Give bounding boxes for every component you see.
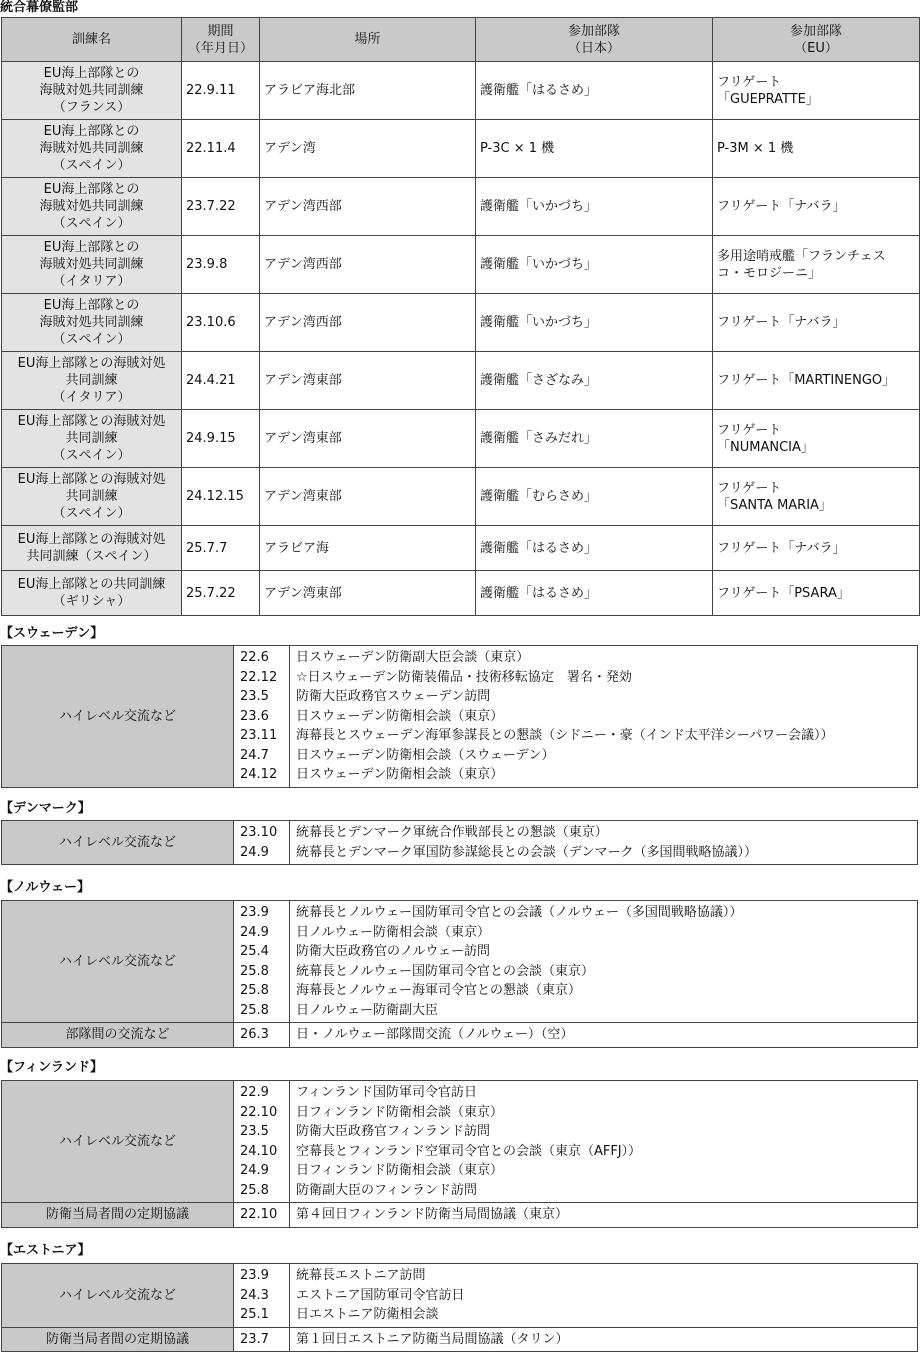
exchange-dates bbox=[234, 1327, 290, 1352]
country-exchange-table bbox=[1, 1263, 918, 1352]
training-place: アデン湾西部 bbox=[260, 294, 476, 352]
exchange-date: 25.8 bbox=[240, 1182, 269, 1198]
training-name: EU海上部隊との 海賊対処共同訓練 （スペイン） bbox=[2, 178, 182, 236]
table-row bbox=[2, 410, 920, 468]
training-japan-unit: 護衛艦「さみだれ」 bbox=[476, 410, 713, 468]
training-period: 24.12.15 bbox=[182, 468, 260, 526]
training-name: EU海上部隊との海賊対処 共同訓練 （スペイン） bbox=[2, 468, 182, 526]
exchange-group-row bbox=[2, 1081, 918, 1203]
training-place: アラビア海 bbox=[260, 526, 476, 571]
country-title: 【デンマーク】 bbox=[0, 801, 91, 816]
country-title: 【フィンランド】 bbox=[0, 1060, 103, 1075]
country-title: 【スウェーデン】 bbox=[0, 626, 104, 641]
exchange-date: 23.5 bbox=[240, 1124, 269, 1139]
exchange-event: 第４回日フィンランド防衛当局間協議（東京） bbox=[296, 1207, 568, 1222]
exchange-date: 25.8 bbox=[240, 1002, 269, 1018]
exchange-group-row bbox=[2, 1023, 918, 1048]
exchange-event: 空幕長とフィンランド空軍司令官との会談（東京（AFFJ）） bbox=[296, 1143, 642, 1159]
table-row bbox=[2, 352, 920, 410]
col-place: 場所 bbox=[260, 18, 476, 62]
exchange-date: 23.9 bbox=[240, 1268, 269, 1283]
exchange-date: 24.7 bbox=[240, 747, 269, 763]
exchange-events bbox=[290, 1081, 918, 1203]
training-eu-unit: P-3M × 1 機 bbox=[713, 120, 920, 178]
training-name: EU海上部隊との 海賊対処共同訓練 （イタリア） bbox=[2, 236, 182, 294]
training-place: アデン湾西部 bbox=[260, 178, 476, 236]
training-japan-unit: 護衛艦「はるさめ」 bbox=[476, 571, 713, 616]
exchange-event: 防衛大臣政務官のノルウェー訪問 bbox=[296, 944, 490, 959]
training-place: アデン湾東部 bbox=[260, 468, 476, 526]
exchange-category: ハイレベル交流など bbox=[2, 821, 234, 865]
table-row bbox=[2, 468, 920, 526]
exchange-events bbox=[290, 1203, 918, 1228]
exchange-dates bbox=[234, 1081, 290, 1203]
country-exchange-table bbox=[1, 645, 918, 788]
training-eu-unit: フリゲート 「GUEPRATTE」 bbox=[713, 62, 920, 120]
exchange-event: 日スウェーデン防衛相会談（東京） bbox=[296, 767, 504, 782]
training-period: 22.9.11 bbox=[182, 62, 260, 120]
exchange-events bbox=[290, 646, 918, 788]
exchange-category: 部隊間の交流など bbox=[2, 1023, 234, 1048]
exchange-event: 日スウェーデン防衛相会談（スウェーデン） bbox=[296, 747, 555, 763]
exchange-date: 24.9 bbox=[240, 844, 269, 860]
exchange-category: ハイレベル交流など bbox=[2, 1081, 234, 1203]
exchange-dates bbox=[234, 1203, 290, 1228]
exchange-category: 防衛当局者間の定期協議 bbox=[2, 1327, 234, 1352]
exchange-events bbox=[290, 1327, 918, 1352]
exchange-event: 海幕長とノルウェー海軍司令官との懇談（東京） bbox=[296, 983, 581, 998]
training-period: 23.10.6 bbox=[182, 294, 260, 352]
exchange-event: 日フィンランド防衛相会談（東京） bbox=[296, 1104, 503, 1120]
exchange-date: 24.9 bbox=[240, 924, 269, 940]
exchange-date: 23.6 bbox=[240, 708, 269, 724]
section-title-jso: 統合幕僚監部 bbox=[0, 0, 79, 15]
exchange-event: 統幕長とデンマーク軍統合作戦部長との懇談（東京） bbox=[296, 825, 608, 840]
country-title: 【ノルウェー】 bbox=[0, 880, 90, 895]
exchange-event: 統幕長とノルウェー国防軍司令官との会議（ノルウェー（多国間戦略協議）） bbox=[296, 905, 743, 920]
training-period: 25.7.7 bbox=[182, 526, 260, 571]
exchange-date: 22.10 bbox=[240, 1104, 278, 1120]
training-period: 25.7.22 bbox=[182, 571, 260, 616]
exchange-event: 日・ノルウェー部隊間交流（ノルウェー）（空） bbox=[296, 1027, 574, 1042]
exchange-dates bbox=[234, 821, 290, 865]
exchange-group-row bbox=[2, 1203, 918, 1228]
col-eu: 参加部隊 （EU） bbox=[713, 18, 920, 62]
training-period: 23.9.8 bbox=[182, 236, 260, 294]
table-row bbox=[2, 526, 920, 571]
training-eu-unit: フリゲート 「SANTA MARIA」 bbox=[713, 468, 920, 526]
exchange-events bbox=[290, 1023, 918, 1048]
exchange-date: 26.3 bbox=[240, 1027, 269, 1042]
exchange-date: 25.8 bbox=[240, 983, 269, 998]
exchange-event: 日ノルウェー防衛副大臣 bbox=[296, 1002, 438, 1018]
col-name: 訓練名 bbox=[2, 18, 182, 62]
exchange-dates bbox=[234, 901, 290, 1023]
exchange-event: 日スウェーデン防衛相会談（東京） bbox=[296, 708, 504, 724]
exchange-event: 日ノルウェー防衛相会談（東京） bbox=[296, 924, 490, 940]
training-place: アデン湾 bbox=[260, 120, 476, 178]
exchange-date: 24.3 bbox=[240, 1287, 269, 1303]
training-period: 22.11.4 bbox=[182, 120, 260, 178]
training-japan-unit: 護衛艦「いかづち」 bbox=[476, 294, 713, 352]
training-eu-unit: フリゲート 「NUMANCIA」 bbox=[713, 410, 920, 468]
exchange-date: 23.10 bbox=[240, 825, 278, 840]
exchange-date: 24.12 bbox=[240, 767, 278, 782]
exchange-event: エストニア国防軍司令官訪日 bbox=[296, 1287, 465, 1303]
exchange-dates bbox=[234, 646, 290, 788]
training-place: アデン湾東部 bbox=[260, 352, 476, 410]
exchange-category: ハイレベル交流など bbox=[2, 1264, 234, 1328]
training-table bbox=[1, 17, 920, 616]
training-eu-unit: フリゲート「ナバラ」 bbox=[713, 178, 920, 236]
exchange-events bbox=[290, 821, 918, 865]
training-period: 24.4.21 bbox=[182, 352, 260, 410]
table-row bbox=[2, 294, 920, 352]
exchange-date: 25.4 bbox=[240, 944, 269, 959]
country-exchange-table bbox=[1, 1080, 918, 1228]
training-place: アデン湾東部 bbox=[260, 410, 476, 468]
exchange-event: 統幕長とデンマーク軍国防参謀総長との会談（デンマーク（多国間戦略協議）） bbox=[296, 844, 757, 860]
exchange-events bbox=[290, 901, 918, 1023]
training-place: アラビア海北部 bbox=[260, 62, 476, 120]
country-exchange-table bbox=[1, 900, 918, 1048]
training-name: EU海上部隊との海賊対処 共同訓練 （イタリア） bbox=[2, 352, 182, 410]
table-row bbox=[2, 120, 920, 178]
exchange-date: 25.1 bbox=[240, 1307, 269, 1322]
exchange-date: 22.12 bbox=[240, 669, 278, 685]
training-japan-unit: 護衛艦「さざなみ」 bbox=[476, 352, 713, 410]
exchange-date: 23.5 bbox=[240, 689, 269, 704]
training-japan-unit: 護衛艦「はるさめ」 bbox=[476, 526, 713, 571]
training-japan-unit: 護衛艦「いかづち」 bbox=[476, 236, 713, 294]
exchange-group-row bbox=[2, 1264, 918, 1328]
exchange-event: 日エストニア防衛相会談 bbox=[296, 1307, 439, 1322]
training-place: アデン湾東部 bbox=[260, 571, 476, 616]
exchange-event: 防衛副大臣のフィンランド訪問 bbox=[296, 1182, 477, 1198]
training-eu-unit: フリゲート「PSARA」 bbox=[713, 571, 920, 616]
training-name: EU海上部隊との海賊対処 共同訓練（スペイン） bbox=[2, 526, 182, 571]
exchange-event: 日フィンランド防衛相会談（東京） bbox=[296, 1163, 503, 1178]
training-japan-unit: P-3C × 1 機 bbox=[476, 120, 713, 178]
table-row bbox=[2, 571, 920, 616]
exchange-event: 統幕長エストニア訪問 bbox=[296, 1268, 426, 1283]
exchange-event: 防衛大臣政務官スウェーデン訪問 bbox=[296, 689, 491, 704]
exchange-date: 22.10 bbox=[240, 1207, 278, 1222]
training-name: EU海上部隊との 海賊対処共同訓練 （スペイン） bbox=[2, 294, 182, 352]
exchange-date: 24.9 bbox=[240, 1163, 269, 1178]
col-japan: 参加部隊 （日本） bbox=[476, 18, 713, 62]
exchange-events bbox=[290, 1264, 918, 1328]
table-row bbox=[2, 178, 920, 236]
training-japan-unit: 護衛艦「いかづち」 bbox=[476, 178, 713, 236]
exchange-date: 25.8 bbox=[240, 963, 269, 979]
exchange-date: 22.6 bbox=[240, 650, 269, 665]
exchange-dates bbox=[234, 1023, 290, 1048]
training-table-header bbox=[2, 18, 920, 62]
table-row bbox=[2, 236, 920, 294]
country-exchange-table bbox=[1, 820, 918, 865]
training-japan-unit: 護衛艦「むらさめ」 bbox=[476, 468, 713, 526]
exchange-category: ハイレベル交流など bbox=[2, 901, 234, 1023]
exchange-category: 防衛当局者間の定期協議 bbox=[2, 1203, 234, 1228]
country-title: 【エストニア】 bbox=[0, 1243, 91, 1258]
exchange-date: 22.9 bbox=[240, 1085, 269, 1100]
exchange-date: 23.9 bbox=[240, 905, 269, 920]
exchange-dates bbox=[234, 1264, 290, 1328]
exchange-group-row bbox=[2, 821, 918, 865]
training-name: EU海上部隊との 海賊対処共同訓練 （スペイン） bbox=[2, 120, 182, 178]
col-period: 期間 （年月日） bbox=[182, 18, 260, 62]
training-period: 23.7.22 bbox=[182, 178, 260, 236]
training-period: 24.9.15 bbox=[182, 410, 260, 468]
exchange-date: 23.11 bbox=[240, 728, 278, 743]
exchange-event: フィンランド国防軍司令官訪日 bbox=[296, 1085, 477, 1100]
exchange-event: ☆日スウェーデン防衛装備品・技術移転協定 署名・発効 bbox=[296, 669, 632, 685]
training-eu-unit: 多用途哨戒艦「フランチェス コ・モロジーニ」 bbox=[713, 236, 920, 294]
exchange-group-row bbox=[2, 901, 918, 1023]
training-name: EU海上部隊との海賊対処 共同訓練 （スペイン） bbox=[2, 410, 182, 468]
table-row bbox=[2, 62, 920, 120]
exchange-event: 海幕長とスウェーデン海軍参謀長との懇談（シドニー・豪（インド太平洋シーパワー会議）） bbox=[296, 728, 834, 743]
training-eu-unit: フリゲート「ナバラ」 bbox=[713, 294, 920, 352]
exchange-group-row bbox=[2, 1327, 918, 1352]
exchange-event: 第１回日エストニア防衛当局間協議（タリン） bbox=[296, 1331, 569, 1347]
training-name: EU海上部隊との共同訓練 （ギリシャ） bbox=[2, 571, 182, 616]
training-japan-unit: 護衛艦「はるさめ」 bbox=[476, 62, 713, 120]
exchange-event: 統幕長とノルウェー国防軍司令官との会談（東京） bbox=[296, 963, 594, 979]
exchange-event: 日スウェーデン防衛副大臣会談（東京） bbox=[296, 650, 530, 665]
exchange-category: ハイレベル交流など bbox=[2, 646, 234, 788]
exchange-date: 24.10 bbox=[240, 1143, 278, 1159]
exchange-group-row bbox=[2, 646, 918, 788]
training-eu-unit: フリゲート「ナバラ」 bbox=[713, 526, 920, 571]
training-eu-unit: フリゲート「MARTINENGO」 bbox=[713, 352, 920, 410]
exchange-date: 23.7 bbox=[240, 1331, 269, 1347]
training-place: アデン湾西部 bbox=[260, 236, 476, 294]
exchange-event: 防衛大臣政務官フィンランド訪問 bbox=[296, 1124, 490, 1139]
training-name: EU海上部隊との 海賊対処共同訓練 （フランス） bbox=[2, 62, 182, 120]
